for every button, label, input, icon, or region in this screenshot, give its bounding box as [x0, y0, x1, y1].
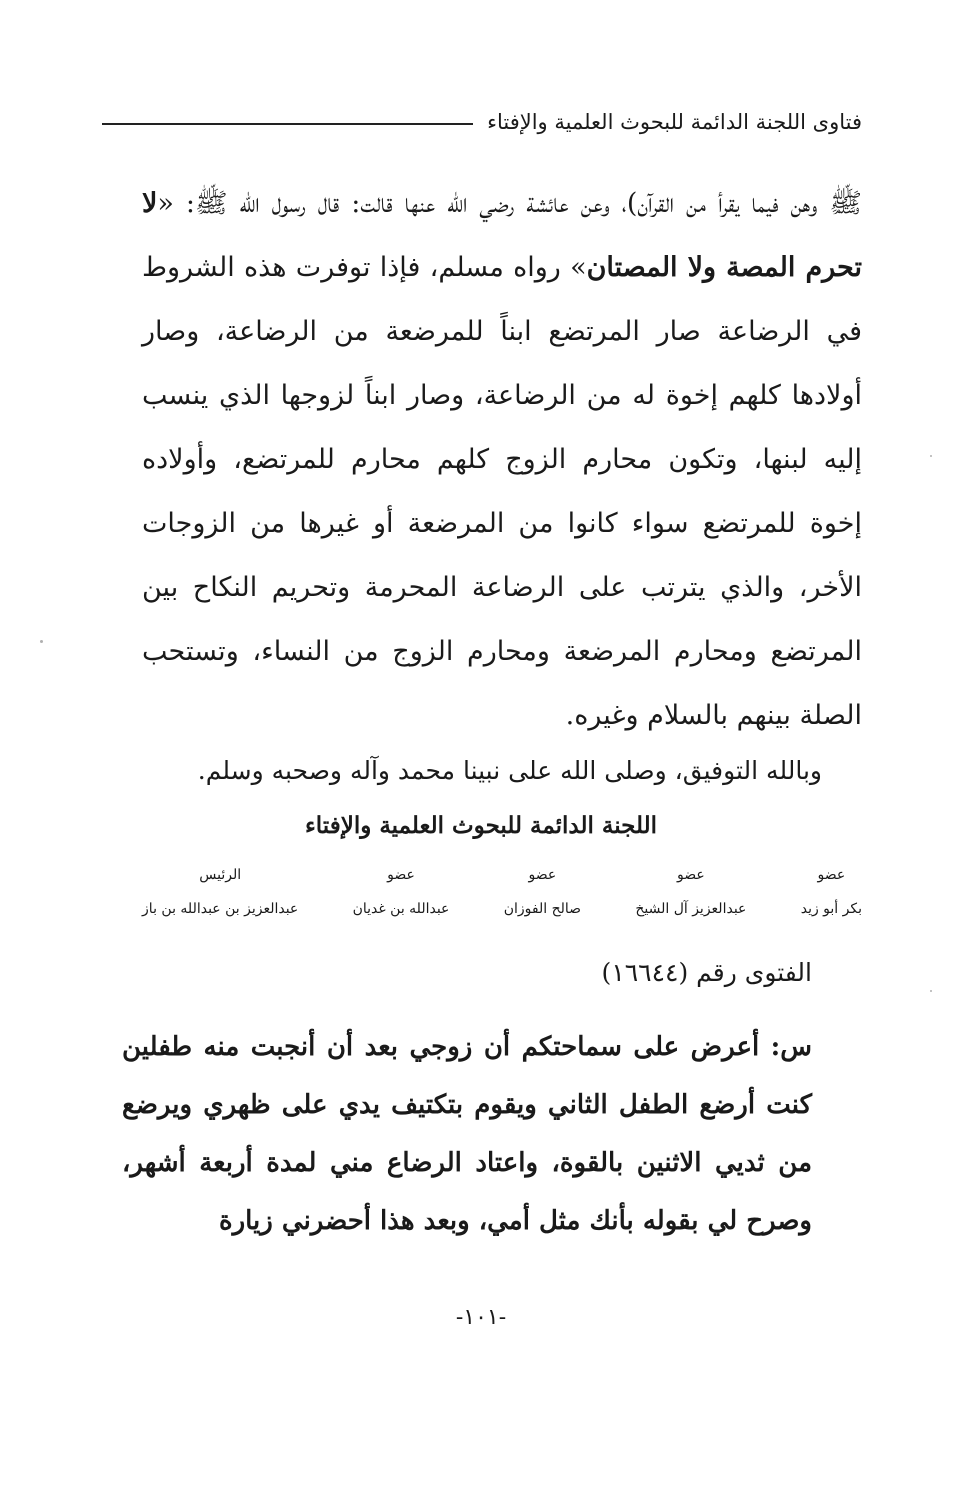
fatwa-answer-body	[142, 172, 862, 748]
signatory-role: عضو	[817, 867, 846, 883]
scan-speck	[40, 640, 43, 643]
signatory-president	[142, 858, 298, 926]
signatory	[801, 858, 862, 926]
signatory-role: عضو	[528, 867, 557, 883]
question-paragraph: س: أعرض على سماحتكم أن زوجي بعد أن أنجبت منه طفلين كنت أرضع الطفل الثاني ويقوم بتكتيف يدي على ظهري ويرضع من ثديي الاثنين بالقوة، واعتاد الرضاع مني لمدة أربعة أشهر، وصرح لي بقوله بأنك مثل أمي، وبعد هذا أحضرني زيارة	[122, 1032, 812, 1236]
header-rule	[102, 123, 473, 125]
signatories	[142, 858, 862, 926]
question-body	[122, 1018, 812, 1250]
answer-paragraph	[142, 172, 862, 748]
signatory-name: بكر أبو زيد	[800, 901, 862, 917]
hadith-quote: لا تحرم المصة ولا المصتان	[142, 188, 862, 283]
signatory-role: عضو	[387, 867, 415, 883]
running-header	[102, 110, 862, 134]
page-number: -١٠١-	[455, 1305, 507, 1330]
paragraph-end: » رواه مسلم، فإذا توفرت هذه الشروط في الرضاعة صار المرتضع ابناً للمرضعة من الرضاعة، وصار أولادها كلهم إخوة له من الرضاعة، وصار ابناً لزوجها الذي ينسب إليه لبنها، وتكون محارم الزوج كلهم محارم للمرتضع، وأولاده إخوة للمرتضع سواء كانوا من المرضعة أو غيرها من الزوجات الأخر، والذي يترتب على الرضاعة المحرمة وتحريم النكاح بين المرتضع ومحارم المرضعة ومحارم الزوج من النساء، وتستحب الصلة بينهم بالسلام وغيره.	[142, 252, 862, 731]
running-header-title: فتاوى اللجنة الدائمة للبحوث العلمية والإفتاء	[487, 110, 862, 134]
committee-name: اللجنة الدائمة للبحوث العلمية والإفتاء	[304, 812, 658, 839]
scan-speck	[930, 455, 932, 457]
paragraph-start: ﷺ وهن فيما يقرأ من القرآن)، وعن عائشة رضي الله عنها قالت: قال رسول الله ﷺ: «	[157, 188, 862, 219]
signatory-name: صالح الفوزان	[503, 901, 582, 917]
signatory	[353, 858, 450, 926]
signatory-name: عبدالعزيز بن عبدالله بن باز	[142, 901, 299, 917]
signatory	[504, 858, 581, 926]
closing-prayer: وبالله التوفيق، وصلى الله على نبينا محمد وآله وصحبه وسلم.	[197, 756, 822, 785]
signatory	[635, 858, 746, 926]
signatory-role: الرئيس	[199, 867, 242, 883]
fatwa-number: الفتوى رقم (١٦٦٤٤)	[601, 958, 812, 987]
signatory-name: عبدالعزيز آل الشيخ	[635, 901, 747, 917]
scan-speck	[930, 990, 932, 992]
signatory-name: عبدالله بن غديان	[352, 901, 450, 917]
signatory-role: عضو	[677, 867, 705, 883]
